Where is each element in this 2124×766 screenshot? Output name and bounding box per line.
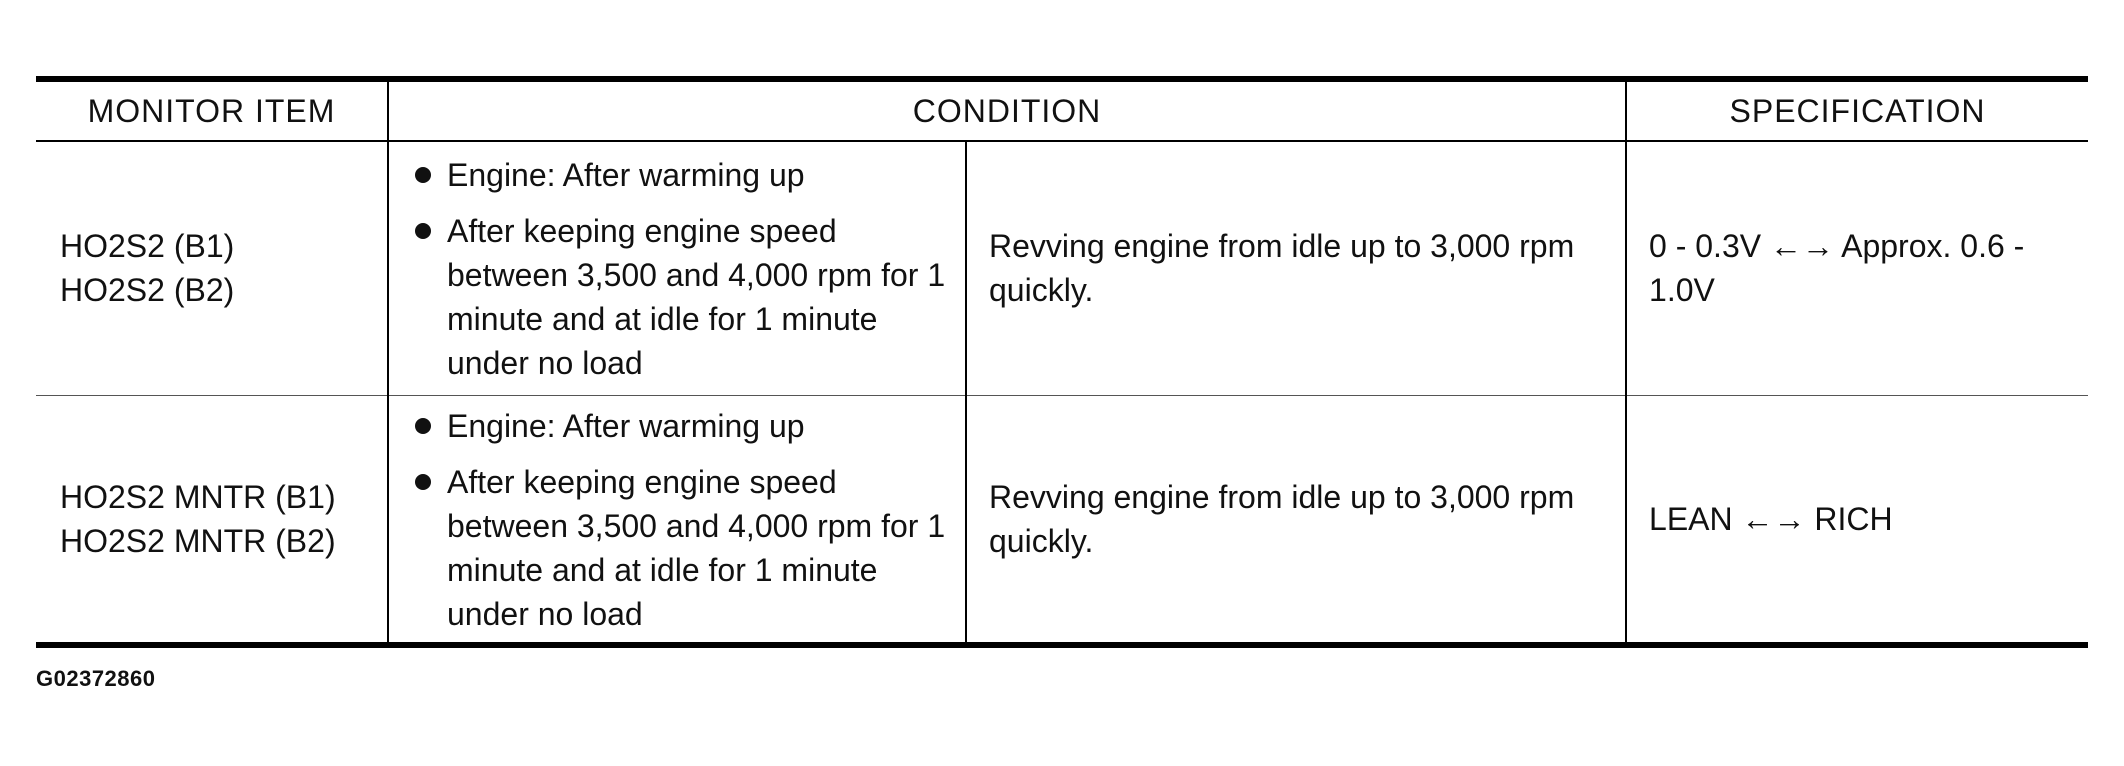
condition-item [411,404,953,448]
condition-cell [388,395,966,645]
condition-item [411,460,953,636]
action-cell: Revving engine from idle up to 3,000 rpm quickly. [966,395,1626,645]
condition-list [389,147,965,389]
condition-item [411,209,953,385]
condition-list [389,398,965,640]
header-condition: CONDITION [388,79,1626,141]
specification-cell: LEAN ←→ RICH [1626,395,2088,645]
condition-item [411,153,953,197]
condition-cell [388,141,966,395]
monitor-item-cell [36,395,388,645]
monitor-item: HO2S2 MNTR (B1) [60,478,336,515]
bullet-icon [415,418,431,434]
bullet-icon [415,167,431,183]
bullet-icon [415,223,431,239]
table-row [36,395,2088,645]
bullet-icon [415,474,431,490]
header-row [36,79,2088,141]
monitor-item: HO2S2 (B2) [60,272,235,309]
header-monitor-item: MONITOR ITEM [36,79,388,141]
specification-cell: 0 - 0.3V ←→ Approx. 0.6 - 1.0V [1626,141,2088,395]
specification-table [36,76,2088,648]
condition-text: After keeping engine speed between 3,500 and 4,000 rpm for 1 minute and at idle for 1 minute under no load [447,213,946,382]
monitor-item: HO2S2 MNTR (B2) [60,522,336,559]
figure-code: G02372860 [36,666,156,691]
condition-text: Engine: After warming up [447,407,805,444]
monitor-item: HO2S2 (B1) [60,228,235,265]
condition-text: After keeping engine speed between 3,500 and 4,000 rpm for 1 minute and at idle for 1 minute under no load [447,463,946,632]
header-specification: SPECIFICATION [1626,79,2088,141]
table-row [36,141,2088,395]
condition-text: Engine: After warming up [447,157,805,194]
action-cell: Revving engine from idle up to 3,000 rpm quickly. [966,141,1626,395]
monitor-item-cell [36,141,388,395]
